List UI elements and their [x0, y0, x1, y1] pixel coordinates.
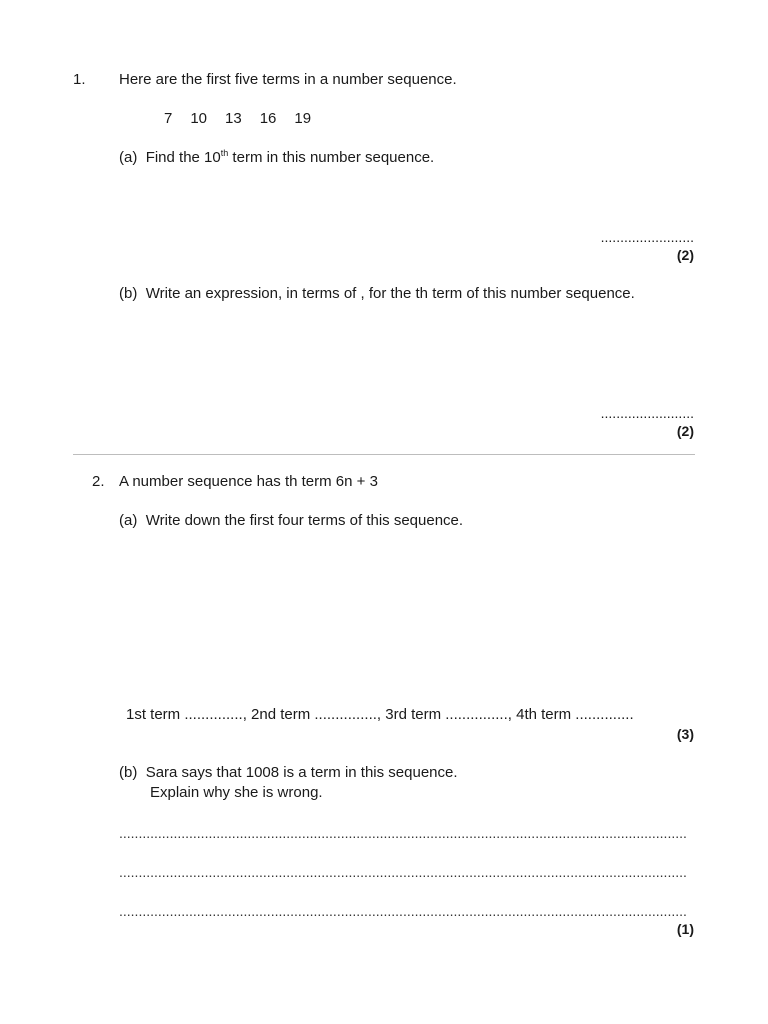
sequence-term: 10	[190, 110, 208, 127]
q2a-label: (a)	[119, 512, 138, 529]
q1a-label: (a)	[119, 149, 138, 166]
q2b-text-line1: Sara says that 1008 is a term in this sequence.	[145, 764, 458, 781]
q2b-label: (b)	[119, 764, 138, 781]
q2a-text: Write down the first four terms of this sequence.	[145, 512, 464, 529]
q1b-answer-line[interactable]: ........................	[600, 405, 694, 421]
q1a-text-after: term in this number sequence.	[228, 149, 435, 166]
q1a-text-before: Find the 10	[145, 149, 221, 166]
q2b-marks: (1)	[676, 921, 694, 937]
q1a-superscript: th	[220, 148, 229, 158]
q2b-text-line2: Explain why she is wrong.	[150, 784, 323, 801]
q1b-text: Write an expression, in terms of , for the th term of this number sequence.	[145, 285, 635, 302]
q1a-answer-line[interactable]: ........................	[600, 229, 694, 245]
q1-sequence	[164, 110, 329, 128]
q1-number: 1.	[73, 71, 86, 88]
q2-intro: A number sequence has th term 6n + 3	[119, 473, 378, 490]
q2a-question	[119, 512, 463, 530]
q1a-question	[119, 149, 434, 167]
q1a-marks: (2)	[676, 247, 694, 263]
q2-number: 2.	[92, 473, 105, 490]
q1-intro: Here are the first five terms in a number sequence.	[119, 71, 457, 88]
section-divider	[73, 454, 695, 455]
q1b-label: (b)	[119, 285, 138, 302]
q2b-answer-line-2[interactable]: ..................................................................................................................................................	[119, 865, 687, 879]
sequence-term: 16	[259, 110, 277, 127]
q2b-question	[119, 764, 458, 782]
sequence-term: 19	[294, 110, 312, 127]
q1b-question	[119, 285, 635, 303]
q2a-marks: (3)	[676, 726, 694, 742]
q2b-answer-line-3[interactable]: ..................................................................................................................................................	[119, 904, 687, 918]
q1b-marks: (2)	[676, 423, 694, 439]
q2a-answer-terms[interactable]: 1st term .............., 2nd term ..............., 3rd term ..............., 4th term ..............	[126, 706, 634, 723]
sequence-term: 7	[164, 110, 173, 127]
q2b-answer-line-1[interactable]: ..................................................................................................................................................	[119, 826, 687, 840]
sequence-term: 13	[225, 110, 242, 127]
